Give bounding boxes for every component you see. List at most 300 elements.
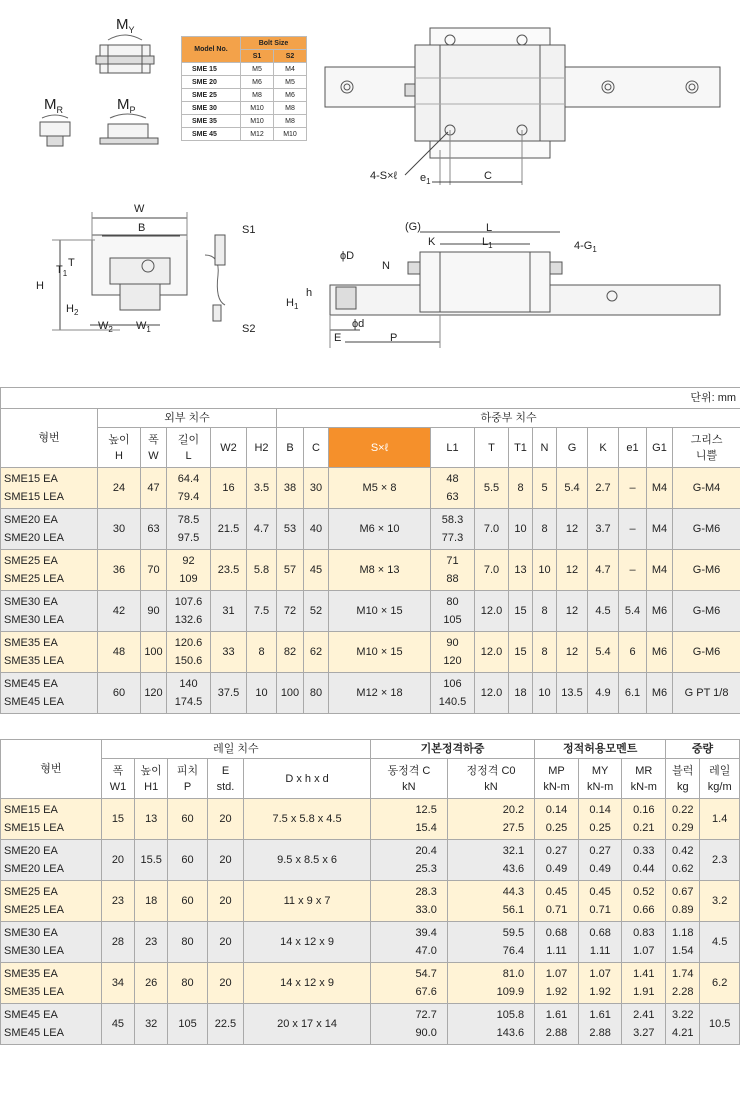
cell-h1 bbox=[135, 840, 168, 881]
cell-l1-line: 58.3 bbox=[441, 514, 464, 526]
cell-dynamic-c-line: 12.5 bbox=[415, 804, 437, 816]
cell-grease-line: G-M4 bbox=[692, 482, 721, 494]
table1-col-header: T bbox=[475, 428, 509, 468]
cell-n bbox=[533, 673, 557, 714]
table2-row bbox=[1, 799, 740, 840]
t1-group-outer: 외부 치수 bbox=[98, 409, 277, 428]
cell-w bbox=[141, 550, 167, 591]
cell-grease bbox=[673, 632, 740, 673]
cell-sl-line: M10 × 15 bbox=[356, 605, 403, 617]
model-name-line: SME45 LEA bbox=[4, 1027, 64, 1039]
cell-static-c0 bbox=[447, 881, 534, 922]
t2-group-rail: 레일 치수 bbox=[101, 740, 370, 759]
moment-mp-icon bbox=[100, 114, 158, 144]
cell-b-line: 72 bbox=[283, 605, 297, 617]
model-name-line: SME45 LEA bbox=[4, 696, 64, 708]
cell-w1 bbox=[101, 799, 134, 840]
cell-h1-line: 32 bbox=[145, 1018, 158, 1030]
cell-k-line: 2.7 bbox=[595, 482, 611, 494]
t1-model-header: 형번 bbox=[1, 409, 98, 468]
cell-block-kg-line: 0.42 bbox=[672, 845, 694, 857]
cell-h2-line: 3.5 bbox=[253, 482, 270, 494]
table1-row bbox=[1, 509, 740, 550]
table2-col-header: 동정격 C kN bbox=[370, 759, 447, 799]
cell-grease-line: G PT 1/8 bbox=[684, 687, 729, 699]
label-h: H bbox=[36, 280, 44, 292]
cell-l1-line: 71 bbox=[446, 555, 459, 567]
cell-k-line: 5.4 bbox=[595, 646, 611, 658]
cell-e-line: 20 bbox=[219, 895, 232, 907]
cell-g1-line: M6 bbox=[651, 605, 668, 617]
bolt-s2: M4 bbox=[274, 63, 307, 76]
cell-n-line: 5 bbox=[541, 482, 548, 494]
label-l1: $L_1$ bbox=[482, 236, 493, 251]
cell-sl bbox=[329, 673, 431, 714]
cell-e1-line: – bbox=[629, 482, 636, 494]
cell-t1 bbox=[509, 591, 533, 632]
cell-t bbox=[475, 591, 509, 632]
label-l: L bbox=[486, 222, 493, 234]
cell-w-line: 100 bbox=[144, 646, 163, 658]
cell-w-line: 70 bbox=[147, 564, 160, 576]
cell-b-line: 100 bbox=[280, 687, 300, 699]
table1-col-header: 높이 H bbox=[98, 428, 141, 468]
cell-block-kg-line: 1.74 bbox=[672, 968, 694, 980]
cell-dynamic-c-line: 15.4 bbox=[415, 822, 437, 834]
cell-l1-line: 63 bbox=[446, 491, 459, 503]
label-s1: S1 bbox=[242, 224, 256, 236]
cell-rail-kgm-line: 3.2 bbox=[712, 895, 728, 907]
table2-col-header: 피치 P bbox=[168, 759, 207, 799]
cell-grease bbox=[673, 550, 740, 591]
cell-static-c0-line: 43.6 bbox=[502, 863, 525, 875]
cell-c bbox=[304, 468, 329, 509]
cell-rail-kgm-line: 2.3 bbox=[712, 854, 728, 866]
cell-h2 bbox=[247, 509, 277, 550]
cell-e1-line: 6 bbox=[629, 646, 636, 658]
cell-p bbox=[168, 840, 207, 881]
bolt-s1: M6 bbox=[241, 76, 274, 89]
cell-e1-line: 6.1 bbox=[624, 687, 641, 699]
cell-mp-line: 0.68 bbox=[545, 927, 568, 939]
cell-e1 bbox=[619, 509, 647, 550]
cell-mr-line: 0.44 bbox=[633, 863, 655, 875]
cell-mp-line: 0.25 bbox=[545, 822, 568, 834]
cell-my-line: 0.27 bbox=[589, 845, 611, 857]
cell-mr bbox=[622, 1004, 666, 1045]
cell-mr-line: 0.16 bbox=[633, 804, 655, 816]
table1-col-header bbox=[329, 428, 431, 468]
bolt-row bbox=[182, 89, 307, 102]
cell-e bbox=[207, 963, 243, 1004]
cell-static-c0 bbox=[447, 799, 534, 840]
cell-h1-line: 26 bbox=[145, 977, 158, 989]
cell-dhd-line: 14 x 12 x 9 bbox=[280, 936, 334, 948]
cell-dhd bbox=[244, 799, 371, 840]
model-name bbox=[1, 632, 98, 673]
cell-g1-line: M4 bbox=[651, 523, 668, 535]
cell-g bbox=[557, 509, 588, 550]
cell-b bbox=[277, 468, 304, 509]
cell-dynamic-c-line: 20.4 bbox=[415, 845, 437, 857]
cell-k bbox=[588, 673, 619, 714]
model-name-line: SME15 EA bbox=[4, 473, 58, 485]
cell-static-c0 bbox=[447, 922, 534, 963]
cell-l1-line: 140.5 bbox=[438, 696, 467, 708]
cell-dynamic-c-line: 47.0 bbox=[415, 945, 437, 957]
cell-mr-line: 1.91 bbox=[633, 986, 655, 998]
cell-h-line: 36 bbox=[112, 564, 126, 576]
cell-g bbox=[557, 468, 588, 509]
table2-col-header: E std. bbox=[207, 759, 243, 799]
cell-dynamic-c-line: 28.3 bbox=[415, 886, 437, 898]
cell-n-line: 10 bbox=[538, 687, 551, 699]
bolt-s2: M10 bbox=[274, 128, 307, 141]
cell-e1-line: – bbox=[629, 564, 636, 576]
cell-rail-kgm-line: 6.2 bbox=[712, 977, 728, 989]
cell-sl bbox=[329, 632, 431, 673]
label-s2: S2 bbox=[242, 323, 256, 335]
cell-w1 bbox=[101, 840, 134, 881]
cell-l1-line: 105 bbox=[443, 614, 462, 626]
table2-col-header: 폭 W1 bbox=[101, 759, 134, 799]
cell-block-kg-line: 0.29 bbox=[672, 822, 694, 834]
cell-dhd-line: 20 x 17 x 14 bbox=[277, 1018, 338, 1030]
cell-h bbox=[98, 550, 141, 591]
cell-static-c0-line: 76.4 bbox=[502, 945, 525, 957]
model-name-line: SME35 EA bbox=[4, 968, 58, 980]
cell-grease bbox=[673, 591, 740, 632]
cell-g-line: 12 bbox=[565, 646, 579, 658]
cell-dhd-line: 11 x 9 x 7 bbox=[283, 895, 331, 907]
cell-l1 bbox=[431, 509, 475, 550]
table1-col-header: L1 bbox=[431, 428, 475, 468]
t2-group-moment: 정적허용모멘트 bbox=[535, 740, 666, 759]
cell-rail-kgm bbox=[700, 963, 740, 1004]
cell-p-line: 60 bbox=[181, 895, 194, 907]
cell-h1 bbox=[135, 963, 168, 1004]
cell-block-kg-line: 1.18 bbox=[672, 927, 694, 939]
cell-block-kg bbox=[666, 840, 700, 881]
cell-g1-line: M4 bbox=[651, 564, 668, 576]
cell-dynamic-c-line: 33.0 bbox=[415, 904, 437, 916]
cell-w bbox=[141, 632, 167, 673]
cell-static-c0-line: 27.5 bbox=[502, 822, 525, 834]
model-name bbox=[1, 591, 98, 632]
cell-block-kg-line: 0.62 bbox=[672, 863, 694, 875]
cell-l-line: 150.6 bbox=[174, 655, 203, 667]
cell-l bbox=[167, 509, 211, 550]
cell-g-line: 12 bbox=[565, 564, 579, 576]
cell-w-line: 90 bbox=[147, 605, 160, 617]
table2-row bbox=[1, 1004, 740, 1045]
cell-mr-line: 0.33 bbox=[633, 845, 655, 857]
cell-t1 bbox=[509, 468, 533, 509]
table2-col-header: MY kN-m bbox=[578, 759, 622, 799]
cell-my-line: 1.61 bbox=[589, 1009, 611, 1021]
cell-c bbox=[304, 550, 329, 591]
cell-h-line: 60 bbox=[112, 687, 126, 699]
cell-static-c0-line: 44.3 bbox=[502, 886, 525, 898]
cell-t1 bbox=[509, 550, 533, 591]
table2-row bbox=[1, 881, 740, 922]
table1-row bbox=[1, 632, 740, 673]
label-c: C bbox=[484, 170, 492, 182]
cell-block-kg bbox=[666, 799, 700, 840]
model-name-line: SME45 EA bbox=[4, 678, 58, 690]
table1-col-header: 폭 W bbox=[141, 428, 167, 468]
table2-col-header: 정정격 C0 kN bbox=[447, 759, 534, 799]
cell-g bbox=[557, 673, 588, 714]
cell-g1-line: M6 bbox=[651, 687, 668, 699]
cell-l-line: 64.4 bbox=[177, 473, 200, 485]
cell-h bbox=[98, 673, 141, 714]
cell-sl-line: M8 × 13 bbox=[359, 564, 400, 576]
cell-n bbox=[533, 468, 557, 509]
cell-sl bbox=[329, 468, 431, 509]
cell-h1-line: 23 bbox=[145, 936, 158, 948]
cell-w-line: 47 bbox=[147, 482, 160, 494]
cell-n bbox=[533, 509, 557, 550]
cell-mp-line: 1.11 bbox=[546, 945, 567, 957]
cell-dynamic-c-line: 72.7 bbox=[415, 1009, 437, 1021]
model-name bbox=[1, 922, 102, 963]
table2-row bbox=[1, 922, 740, 963]
label-e1: $e_1$ bbox=[420, 172, 431, 187]
label-phi-d-small: ϕd bbox=[352, 318, 365, 330]
cell-my bbox=[578, 1004, 622, 1045]
cell-grease-line: G-M6 bbox=[692, 523, 721, 535]
cell-mp bbox=[535, 922, 579, 963]
sl-header-badge: S×ℓ bbox=[363, 438, 396, 458]
model-name bbox=[1, 1004, 102, 1045]
cell-c bbox=[304, 673, 329, 714]
cell-w1 bbox=[101, 922, 134, 963]
label-b: B bbox=[138, 222, 146, 234]
table1-col-header: K bbox=[588, 428, 619, 468]
cell-l-line: 174.5 bbox=[174, 696, 203, 708]
cell-t-line: 5.5 bbox=[483, 482, 500, 494]
cell-w1-line: 45 bbox=[111, 1018, 125, 1030]
cell-w1 bbox=[101, 963, 134, 1004]
cell-my-line: 1.07 bbox=[589, 968, 611, 980]
cell-my bbox=[578, 799, 622, 840]
cell-mp-line: 0.27 bbox=[545, 845, 568, 857]
moment-mr-icon bbox=[40, 115, 70, 146]
cell-block-kg-line: 3.22 bbox=[672, 1009, 694, 1021]
cell-l1-line: 106 bbox=[443, 678, 462, 690]
cell-w1-line: 23 bbox=[111, 895, 125, 907]
cell-mp-line: 0.49 bbox=[545, 863, 568, 875]
cell-e1 bbox=[619, 673, 647, 714]
cell-w2 bbox=[211, 468, 247, 509]
cell-dynamic-c bbox=[370, 963, 447, 1004]
label-h1: $H_1$ bbox=[286, 297, 299, 312]
cell-grease-line: G-M6 bbox=[692, 605, 721, 617]
bolt-s1: M10 bbox=[241, 115, 274, 128]
cell-mr bbox=[622, 840, 666, 881]
bolt-s1: M12 bbox=[241, 128, 274, 141]
load-block-dimension-table bbox=[0, 387, 740, 714]
top-view-drawing bbox=[325, 28, 720, 185]
cell-rail-kgm bbox=[700, 1004, 740, 1045]
cell-rail-kgm bbox=[700, 840, 740, 881]
bolt-s2: M8 bbox=[274, 102, 307, 115]
label-t: T bbox=[68, 257, 75, 269]
cell-t1-line: 10 bbox=[514, 523, 527, 535]
cell-l-line: 109 bbox=[179, 573, 198, 585]
cell-w bbox=[141, 468, 167, 509]
cell-l1-line: 88 bbox=[446, 573, 459, 585]
cell-c bbox=[304, 509, 329, 550]
cell-dynamic-c-line: 39.4 bbox=[415, 927, 437, 939]
cell-mp bbox=[535, 963, 579, 1004]
cell-mr-line: 0.83 bbox=[633, 927, 655, 939]
label-mr: $M_R$ bbox=[44, 96, 63, 115]
cell-mr-line: 0.66 bbox=[633, 904, 655, 916]
model-name-line: SME15 LEA bbox=[4, 822, 64, 834]
cell-my-line: 2.88 bbox=[589, 1027, 611, 1039]
cell-l bbox=[167, 632, 211, 673]
cell-rail-kgm-line: 10.5 bbox=[708, 1018, 731, 1030]
cell-mr-line: 1.41 bbox=[633, 968, 655, 980]
cell-l-line: 132.6 bbox=[174, 614, 203, 626]
cell-e-line: 20 bbox=[219, 813, 232, 825]
cell-h bbox=[98, 591, 141, 632]
cell-sl bbox=[329, 509, 431, 550]
table1-col-header: 그리스 니쁠 bbox=[673, 428, 740, 468]
cell-h2 bbox=[247, 632, 277, 673]
cell-dhd bbox=[244, 881, 371, 922]
cell-dhd-line: 14 x 12 x 9 bbox=[280, 977, 334, 989]
cell-g-line: 12 bbox=[565, 523, 579, 535]
cell-my-line: 0.14 bbox=[589, 804, 611, 816]
cell-w2 bbox=[211, 509, 247, 550]
cell-l1-line: 120 bbox=[443, 655, 462, 667]
bolt-s1: M8 bbox=[241, 89, 274, 102]
cell-p-line: 105 bbox=[178, 1018, 197, 1030]
cell-grease-line: G-M6 bbox=[692, 646, 721, 658]
cell-w1-line: 34 bbox=[111, 977, 125, 989]
cell-h bbox=[98, 509, 141, 550]
model-name-line: SME20 EA bbox=[4, 845, 58, 857]
cell-g1 bbox=[647, 468, 673, 509]
cell-w1-line: 20 bbox=[111, 854, 125, 866]
cell-t-line: 7.0 bbox=[483, 523, 500, 535]
cell-sl-line: M5 × 8 bbox=[362, 482, 397, 494]
label-g-paren: (G) bbox=[405, 221, 421, 233]
model-name-line: SME20 EA bbox=[4, 514, 58, 526]
cell-n-line: 8 bbox=[541, 605, 548, 617]
cell-t-line: 12.0 bbox=[480, 646, 503, 658]
table1-col-header: 길이 L bbox=[167, 428, 211, 468]
table1-col-header: W2 bbox=[211, 428, 247, 468]
cell-l-line: 78.5 bbox=[177, 514, 200, 526]
cell-t-line: 7.0 bbox=[483, 564, 500, 576]
table2-col-header: 블럭 kg bbox=[666, 759, 700, 799]
cell-c-line: 80 bbox=[309, 687, 323, 699]
cell-b-line: 53 bbox=[283, 523, 297, 535]
cell-dynamic-c bbox=[370, 881, 447, 922]
cell-grease-line: G-M6 bbox=[692, 564, 721, 576]
cell-c bbox=[304, 591, 329, 632]
cell-w2 bbox=[211, 673, 247, 714]
cell-dhd bbox=[244, 922, 371, 963]
bolt-s1: M10 bbox=[241, 102, 274, 115]
label-w2: $W_2$ bbox=[98, 320, 113, 335]
t2-group-load: 기본정격하중 bbox=[370, 740, 534, 759]
model-name-line: SME25 LEA bbox=[4, 904, 64, 916]
cell-static-c0-line: 59.5 bbox=[502, 927, 525, 939]
cell-mr bbox=[622, 799, 666, 840]
cell-block-kg-line: 1.54 bbox=[672, 945, 694, 957]
cell-h2 bbox=[247, 673, 277, 714]
table2-row bbox=[1, 963, 740, 1004]
cell-w2-line: 21.5 bbox=[217, 523, 240, 535]
cell-g1 bbox=[647, 550, 673, 591]
bolt-model: SME 25 bbox=[182, 89, 241, 102]
cell-block-kg bbox=[666, 881, 700, 922]
cell-l bbox=[167, 591, 211, 632]
label-p: P bbox=[390, 332, 398, 344]
cell-n bbox=[533, 632, 557, 673]
cell-e-line: 22.5 bbox=[214, 1018, 237, 1030]
cell-w2-line: 23.5 bbox=[217, 564, 240, 576]
cell-h1-line: 13 bbox=[145, 813, 158, 825]
model-name-line: SME15 LEA bbox=[4, 491, 64, 503]
unit-label: 단위: mm bbox=[1, 388, 740, 409]
cell-t bbox=[475, 550, 509, 591]
cell-h1 bbox=[135, 881, 168, 922]
bolt-model: SME 30 bbox=[182, 102, 241, 115]
cell-g1 bbox=[647, 632, 673, 673]
cell-l bbox=[167, 550, 211, 591]
cell-w-line: 120 bbox=[144, 687, 163, 699]
cell-g bbox=[557, 591, 588, 632]
cell-block-kg-line: 2.28 bbox=[672, 986, 694, 998]
cell-n-line: 8 bbox=[541, 646, 548, 658]
cell-grease bbox=[673, 509, 740, 550]
model-name-line: SME25 EA bbox=[4, 555, 58, 567]
label-t1: $T_1$ bbox=[56, 264, 68, 279]
model-name-line: SME25 EA bbox=[4, 886, 58, 898]
cell-p-line: 80 bbox=[181, 977, 194, 989]
cell-h2-line: 8 bbox=[258, 646, 265, 658]
model-name-line: SME25 LEA bbox=[4, 573, 64, 585]
label-n: N bbox=[382, 260, 390, 272]
cell-static-c0 bbox=[447, 963, 534, 1004]
cell-dhd-line: 9.5 x 8.5 x 6 bbox=[277, 854, 338, 866]
rail-load-moment-table bbox=[0, 739, 740, 1045]
model-name bbox=[1, 840, 102, 881]
cell-h2 bbox=[247, 550, 277, 591]
cell-g1 bbox=[647, 673, 673, 714]
model-name-line: SME30 EA bbox=[4, 596, 58, 608]
cell-w-line: 63 bbox=[147, 523, 160, 535]
model-name-line: SME30 EA bbox=[4, 927, 58, 939]
cell-e bbox=[207, 840, 243, 881]
cell-w2 bbox=[211, 550, 247, 591]
cell-l-line: 79.4 bbox=[177, 491, 200, 503]
cell-w1 bbox=[101, 881, 134, 922]
cell-w2 bbox=[211, 591, 247, 632]
cell-e-line: 20 bbox=[219, 977, 232, 989]
cell-rail-kgm bbox=[700, 881, 740, 922]
bolt-row bbox=[182, 102, 307, 115]
table1-col-header: B bbox=[277, 428, 304, 468]
cell-l1-line: 90 bbox=[446, 637, 459, 649]
bolt-row bbox=[182, 76, 307, 89]
